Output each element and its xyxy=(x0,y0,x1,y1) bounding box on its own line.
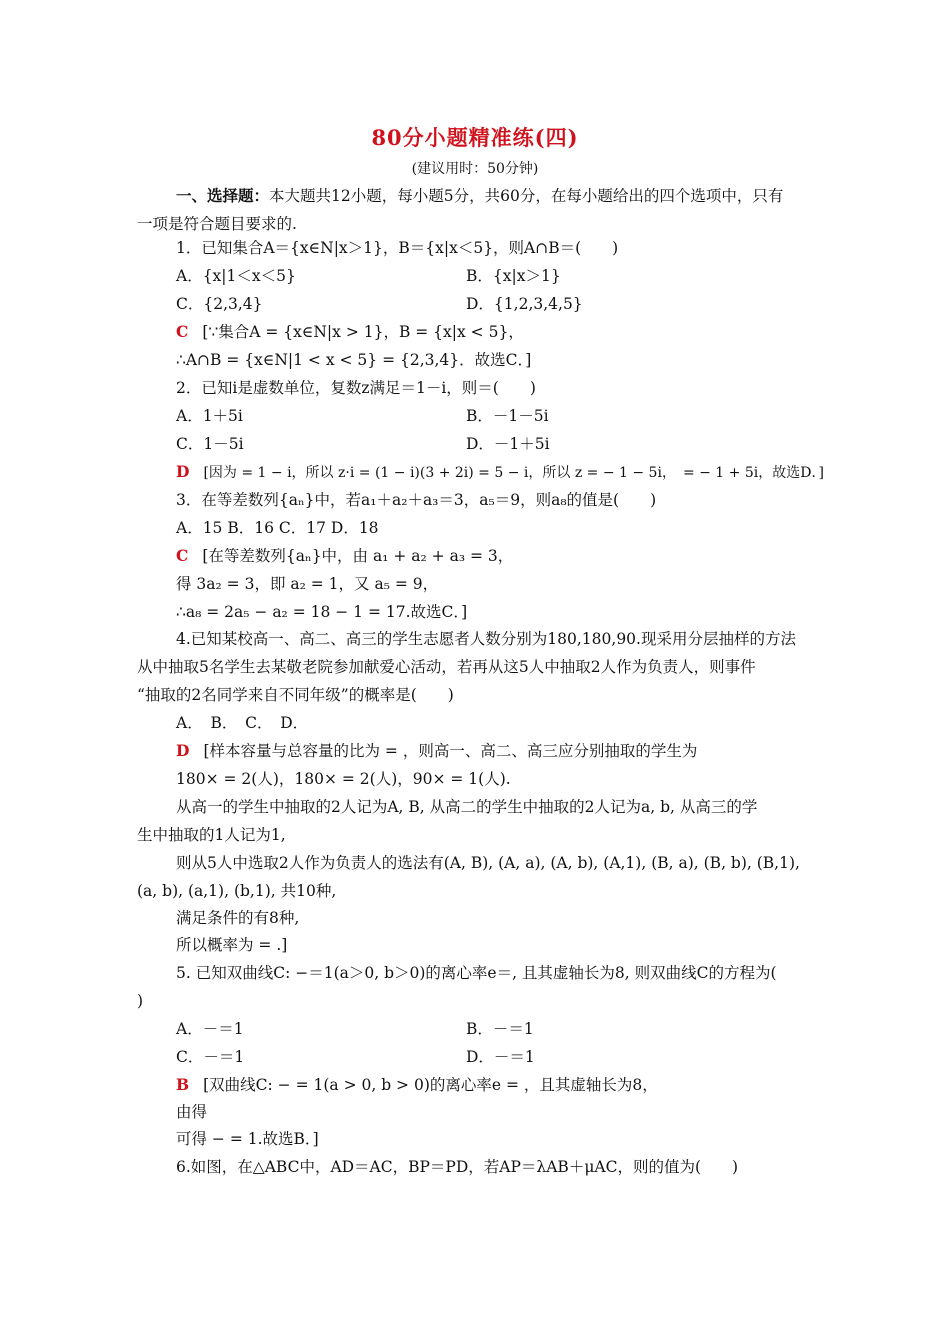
q4-options: A． B． C． D． xyxy=(176,714,309,732)
q3-solution-3: ∴a₈ = 2a₅ − a₂ = 18 − 1 = 17.故选C．] xyxy=(176,603,468,621)
q2-answer: D xyxy=(176,462,190,481)
q3-solution-text-1: [在等差数列{aₙ}中，由 a₁ + a₂ + a₃ = 3， xyxy=(202,547,514,565)
q4-solution-text-1: [样本容量与总容量的比为 = ，则高一、高二、高三应分别抽取的学生为 xyxy=(203,742,698,760)
q5-stem-2: ) xyxy=(137,992,144,1010)
q1-answer: C xyxy=(176,322,189,341)
q5-option-b: B．－＝1 xyxy=(466,1020,534,1038)
q4-solution-6: (a, b), (a,1), (b,1), 共10种, xyxy=(137,882,337,900)
section-intro xyxy=(176,185,783,207)
q1-option-a: A．{x|1＜x＜5} xyxy=(176,267,296,285)
q4-solution-5: 则从5人中选取2人作为负责人的选法有(A, B), (A, a), (A, b), (A,1), (B, a), (B, b), (B,1), xyxy=(176,854,800,872)
section-text-2: 一项是符合题目要求的. xyxy=(137,215,297,233)
q1-option-b: B．{x|x＞1} xyxy=(466,267,561,285)
q4-stem-1: 4.已知某校高一、高二、高三的学生志愿者人数分别为180,180,90.现采用分层抽样的方法 xyxy=(176,630,796,648)
q5-option-a: A．－＝1 xyxy=(176,1020,244,1038)
q2-solution-1 xyxy=(176,461,824,484)
q4-stem-3: “抽取的2名同学来自不同年级”的概率是( ) xyxy=(137,686,454,704)
q3-answer: C xyxy=(176,546,189,565)
q5-solution-text-1: [双曲线C: − = 1(a > 0, b > 0)的离心率e = ，且其虚轴长为8， xyxy=(203,1076,658,1094)
q1-stem: 1．已知集合A＝{x∈N|x＞1}，B＝{x|x＜5}，则A∩B＝( ) xyxy=(176,239,619,257)
q1-option-d: D．{1,2,3,4,5} xyxy=(466,295,583,313)
q3-options: A．15 B．16 C．17 D．18 xyxy=(176,519,379,537)
q5-answer: B xyxy=(176,1075,190,1094)
q3-solution-1 xyxy=(176,545,513,567)
q2-option-a: A．1＋5i xyxy=(176,407,243,425)
q4-solution-3: 从高一的学生中抽取的2人记为A, B, 从高二的学生中抽取的2人记为a, b, 从高三的学 xyxy=(176,798,758,816)
q4-solution-7: 满足条件的有8种, xyxy=(176,909,300,927)
q4-stem-2: 从中抽取5名学生去某敬老院参加献爱心活动，若再从这5人中抽取2人作为负责人，则事件 xyxy=(137,658,756,676)
q5-option-d: D．－＝1 xyxy=(466,1048,535,1066)
q4-solution-2: 180× = 2(人)，180× = 2(人)，90× = 1(人). xyxy=(176,770,511,788)
q5-stem-1: 5. 已知双曲线C: −＝1(a＞0, b＞0)的离心率e＝, 且其虚轴长为8, 则双曲线C的方程为( xyxy=(176,964,777,982)
q4-solution-4: 生中抽取的1人记为1, xyxy=(137,826,286,844)
page-title: 80分小题精准练(四) xyxy=(371,125,579,150)
q1-solution-2: ∴A∩B = {x∈N|1 < x < 5} = {2,3,4}．故选C．] xyxy=(176,351,532,369)
q2-option-b: B．－1－5i xyxy=(466,407,549,425)
q5-solution-1 xyxy=(176,1074,658,1096)
q1-solution-text-1: [∵集合A = {x∈N|x > 1}，B = {x|x < 5}， xyxy=(202,323,524,341)
q2-option-d: D．－1＋5i xyxy=(466,435,550,453)
q2-option-c: C．1－5i xyxy=(176,435,244,453)
q2-stem: 2．已知i是虚数单位，复数z满足＝1－i，则＝( ) xyxy=(176,379,536,397)
q2-solution-text-1: [因为 = 1 − i，所以 z·i = (1 − i)(3 + 2i) = 5 − i，所以 z = − 1 − 5i， = − 1 + 5i，故选D．] xyxy=(203,465,824,481)
section-head: 一、选择题： xyxy=(176,186,270,205)
q1-option-c: C．{2,3,4} xyxy=(176,295,263,313)
q6-stem: 6.如图，在△ABC中，AD＝AC，BP＝PD，若AP＝λAB＋μAC，则的值为( ) xyxy=(176,1158,739,1176)
q4-solution-1 xyxy=(176,740,697,762)
page-subtitle: (建议用时：50分钟) xyxy=(411,161,539,177)
section-text-1: 本大题共12小题，每小题5分，共60分，在每小题给出的四个选项中，只有 xyxy=(269,187,784,205)
q5-solution-2: 由得 xyxy=(176,1103,208,1121)
q5-solution-3: 可得 − = 1.故选B．] xyxy=(176,1130,319,1148)
q3-solution-2: 得 3a₂ = 3，即 a₂ = 1，又 a₅ = 9， xyxy=(176,575,439,593)
q3-stem: 3．在等差数列{aₙ}中，若a₁＋a₂＋a₃＝3，a₅＝9，则a₈的值是( ) xyxy=(176,491,657,509)
q4-solution-8: 所以概率为 = .] xyxy=(176,936,288,954)
q4-answer: D xyxy=(176,741,190,760)
q1-solution-1 xyxy=(176,321,524,343)
q5-option-c: C．－＝1 xyxy=(176,1048,245,1066)
